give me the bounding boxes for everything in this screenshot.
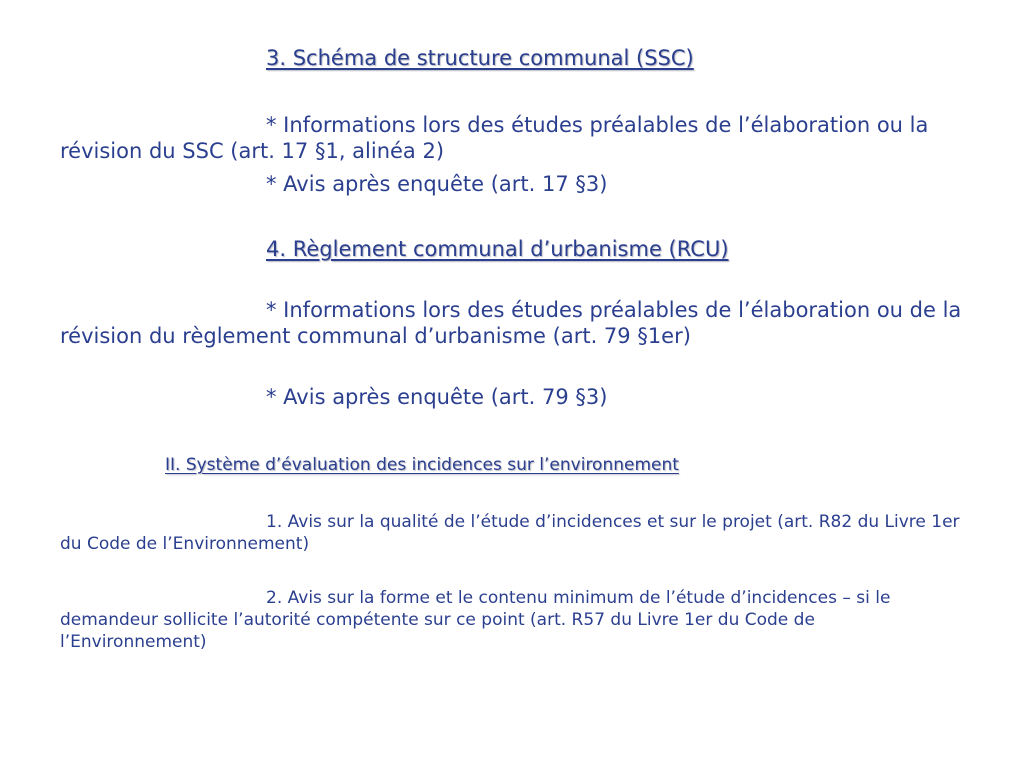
evaluation-quality-item: 1. Avis sur la qualité de l’étude d’incidences et sur le projet (art. R82 du Livre 1er du Code de l’Environnement) [60,512,960,554]
ssc-information-item: * Informations lors des études préalables de l’élaboration ou la révision du SSC (art. 17 §1, alinéa 2) [60,113,929,163]
rcu-information-item: * Informations lors des études préalables de l’élaboration ou de la révision du règlement communal d’urbanisme (art. 79 §1er) [60,298,962,348]
ssc-opinion-item: * Avis après enquête (art. 17 §3) [266,172,608,196]
evaluation-form-item: 2. Avis sur la forme et le contenu minimum de l’étude d’incidences – si le demandeur sollicite l’autorité compétente sur ce point (art. R57 du Livre 1er du Code de l’Environnement) [60,588,891,652]
evaluation-heading: II. Système d’évaluation des incidences sur l’environnement [165,455,679,475]
ssc-heading: 3. Schéma de structure communal (SSC) [266,46,694,70]
rcu-opinion-item: * Avis après enquête (art. 79 §3) [266,385,608,409]
rcu-heading: 4. Règlement communal d’urbanisme (RCU) [266,237,729,261]
